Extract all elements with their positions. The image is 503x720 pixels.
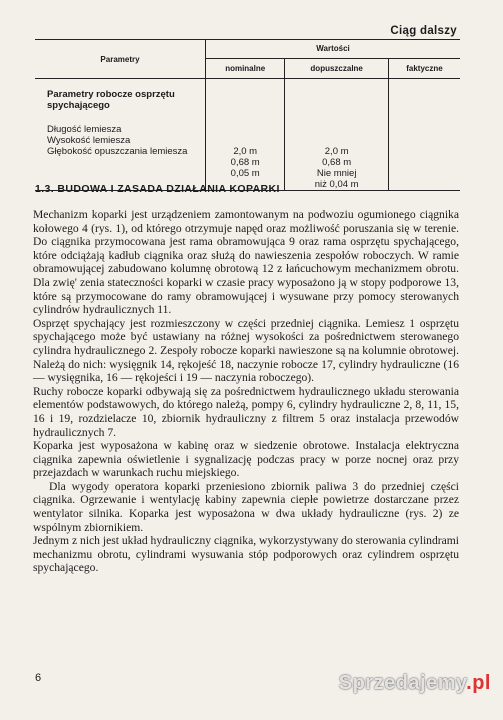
col-header-values: Wartości: [206, 40, 461, 59]
allowed-values: 2,0 m 0,68 m Nie mniej niż 0,04 m: [285, 79, 389, 191]
row-label: Długość lemiesza: [47, 124, 122, 135]
paragraph: Mechanizm koparki jest urządzeniem zamontowanym na podwoziu ogumionego ciągnika kołowego 4 (rys. 1), od którego otrzymuje napęd oraz możliwość poruszania się w terenie. Do ciągnika przymocowana jest rama obramowująca 9 oraz rama osprzętu spychającego, które odciążają kadłub ciągnika oraz służą do nawieszenia zespołów roboczych. W ramie obramowującej zabudowano kolumnę obrotową 12 z łańcuchowym mechanizmem obrotu. Dla zwię' zenia stateczności koparki w czasie pracy wyposażono ją w stopy podporowe 13, które są przymocowane do ramy obramowującej i wysuwane przy pomocy sterowanych cylindrów hydraulicznych 11.: [33, 208, 459, 317]
continuation-label: Ciąg dalszy: [390, 25, 457, 37]
page-number: 6: [35, 672, 42, 684]
paragraph: Ruchy robocze koparki odbywają się za pośrednictwem hydraulicznego układu sterowania elementów podstawowych, do którego należą, pompy 6, cylindry hydrauliczne 2, 8, 11, 15, 16 i 19, rozdzielacze 10, zbiornik hydrauliczny z filtrem 5 oraz instalacja przewodów hydraulicznych 7.: [33, 384, 459, 439]
body-text: [33, 208, 459, 575]
paragraph: Koparka jest wyposażona w kabinę oraz w siedzenie obrotowe. Instalacja elektryczna ciągnika zapewnia oświetlenie i sygnalizację podczas pracy w porze nocnej oraz przy przejazdach w warunkach ruchu miejskiego.: [33, 439, 459, 480]
group-title: Parametry robocze osprzętu spychającego: [47, 89, 175, 111]
parameters-table: [35, 39, 460, 191]
col-header-parameters: Parametry: [35, 40, 206, 79]
col-header-nominal: nominalne: [206, 58, 285, 78]
table-row-labels: [35, 79, 206, 191]
nominal-values: 2,0 m 0,68 m 0,05 m: [206, 79, 285, 191]
watermark-logo: Sprzedajemy.pl: [338, 672, 491, 694]
paragraph: Dla wygody operatora koparki przeniesiono zbiornik paliwa 3 do przedniej części ciągnika. Ogrzewanie i wentylację kabiny zapewnia ciepłe powietrze dostarczane przez wentylator silnika. Koparka jest wyposażona w dwa układy hydrauliczne (rys. 2) ze wspólnym zbiornikiem.: [33, 479, 459, 534]
paragraph: Jednym z nich jest układ hydrauliczny ciągnika, wykorzystywany do sterowania cylindrami mechanizmu obrotu, cylindrami wysuwania stóp podporowych oraz cylindrem osprzętu spychającego.: [33, 534, 459, 575]
col-header-allowed: dopuszczalne: [285, 58, 389, 78]
actual-values: [388, 79, 460, 191]
col-header-actual: faktyczne: [388, 58, 460, 78]
row-label: Głębokość opuszczania lemiesza: [47, 146, 188, 157]
section-title: 1.3. BUDOWA I ZASADA DZIAŁANIA KOPARKI: [35, 183, 280, 195]
row-label: Wysokość lemiesza: [47, 135, 131, 146]
paragraph: Osprzęt spychający jest rozmieszczony w części przedniej ciągnika. Lemiesz 1 osprzętu spychającego może być ustawiany na różnej wysokości za pośrednictwem sterowanego cylindra hydraulicznego 2. Zespoły robocze koparki nawieszone są na kolumnie obrotowej. Należą do nich: wysięgnik 14, rękojeść 18, naczynie robocze 17, cylindry hydrauliczne (16 — wysięgnika, 16 — rękojeści i 19 — naczynia roboczego).: [33, 316, 459, 385]
